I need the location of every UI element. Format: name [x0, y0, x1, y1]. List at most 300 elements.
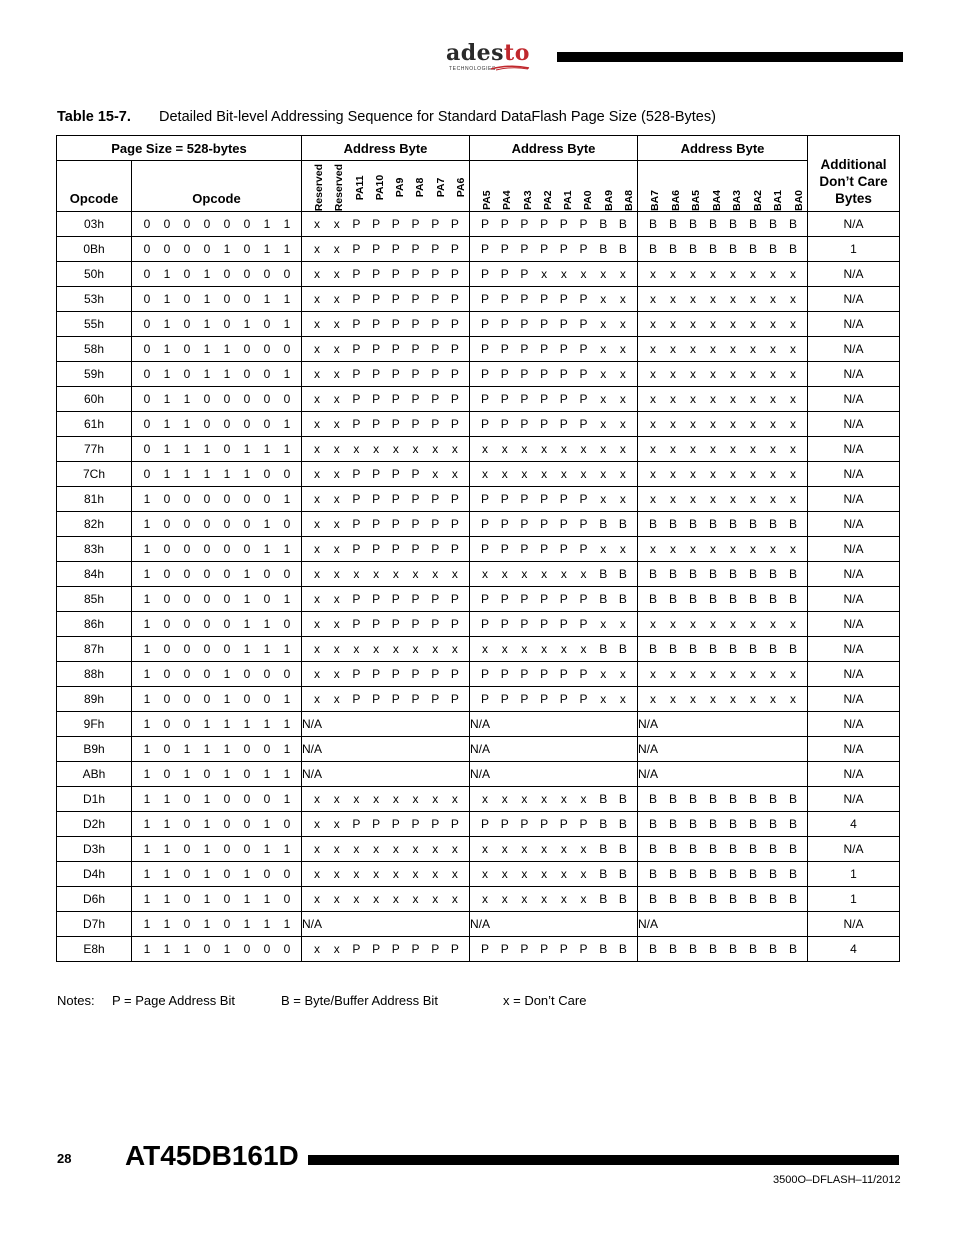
address-byte-2-cell	[470, 687, 638, 712]
bit-value: x	[670, 417, 676, 432]
bit-value: 0	[163, 667, 171, 682]
bit-value: 0	[163, 242, 171, 257]
bit-value: P	[480, 692, 489, 707]
bit-value: x	[600, 467, 607, 482]
bit-value: 1	[143, 642, 151, 657]
bit-value: x	[710, 442, 716, 457]
bit-value: 0	[143, 242, 151, 257]
bit-value: 0	[203, 767, 211, 782]
bit-value: x	[670, 292, 676, 307]
additional-bytes-cell: N/A	[808, 412, 900, 437]
bit-value: 0	[283, 617, 291, 632]
bit-value: P	[372, 267, 381, 282]
document-number: 3500O–DFLASH–11/2012	[773, 1174, 901, 1186]
bit-value: x	[314, 817, 320, 832]
bit-value: 1	[163, 317, 171, 332]
bit-value: x	[353, 642, 360, 657]
bit-value: 0	[183, 542, 191, 557]
bit-value: B	[688, 642, 697, 657]
bit-value: x	[333, 817, 340, 832]
bit-value: 1	[283, 417, 291, 432]
bit-column-label: PA0	[582, 190, 595, 211]
bit-value: P	[372, 542, 381, 557]
bit-value: 1	[163, 442, 171, 457]
bit-value: x	[521, 442, 528, 457]
bit-value: P	[391, 492, 400, 507]
bit-value: P	[411, 292, 420, 307]
bit-value: P	[352, 392, 361, 407]
bit-value: 0	[203, 517, 211, 532]
bit-value: P	[450, 417, 459, 432]
bit-value: P	[500, 292, 509, 307]
bit-value: x	[650, 667, 656, 682]
bit-value: P	[450, 267, 459, 282]
additional-bytes-cell: N/A	[808, 562, 900, 587]
bit-value: 0	[263, 742, 271, 757]
bit-value: 0	[203, 667, 211, 682]
bit-value: 1	[263, 242, 271, 257]
bit-value: x	[541, 467, 548, 482]
bit-value: P	[540, 942, 549, 957]
bit-value: x	[690, 692, 696, 707]
bit-column-label: Reserved	[313, 164, 325, 212]
bit-value: B	[768, 842, 777, 857]
bit-value: x	[541, 867, 548, 882]
opcode-bits-cell	[132, 312, 302, 337]
address-byte-3-cell	[638, 937, 808, 962]
bit-value: 1	[143, 792, 151, 807]
address-byte-1-cell	[302, 437, 470, 462]
bit-value: B	[788, 642, 797, 657]
bit-value: 0	[163, 717, 171, 732]
bit-value: 0	[203, 417, 211, 432]
bit-value: P	[352, 467, 361, 482]
bit-value: 1	[183, 742, 191, 757]
additional-bytes-cell: N/A	[808, 512, 900, 537]
bit-value: 0	[163, 617, 171, 632]
bit-value: P	[540, 817, 549, 832]
bit-value: P	[352, 517, 361, 532]
bit-value: P	[372, 517, 381, 532]
bit-value: 1	[203, 442, 211, 457]
bit-value: 0	[283, 867, 291, 882]
additional-bytes-cell: N/A	[808, 262, 900, 287]
bit-column-label: BA8	[622, 190, 635, 212]
bit-value: P	[411, 317, 420, 332]
additional-bytes-cell: N/A	[808, 362, 900, 387]
bit-value: P	[411, 817, 420, 832]
address-byte-3-cell	[638, 612, 808, 637]
bit-value: 0	[283, 567, 291, 582]
bit-column-label: PA5	[481, 190, 493, 211]
bit-value: P	[520, 367, 529, 382]
bit-value: B	[648, 642, 657, 657]
bit-column-label: PA10	[373, 174, 386, 201]
bit-value: B	[618, 517, 627, 532]
bit-value: 1	[263, 917, 271, 932]
bit-value: P	[431, 817, 440, 832]
bit-value: B	[618, 792, 627, 807]
bit-value: B	[668, 817, 677, 832]
bit-value: 1	[163, 467, 171, 482]
bit-value: x	[619, 267, 626, 282]
bit-value: x	[392, 892, 399, 907]
address-byte-3-cell	[638, 387, 808, 412]
address-byte-3-cell	[638, 287, 808, 312]
additional-bytes-cell: N/A	[808, 337, 900, 362]
bit-value: 1	[143, 817, 151, 832]
bit-value: x	[451, 442, 458, 457]
bit-value: 1	[163, 817, 171, 832]
bit-value: x	[600, 542, 607, 557]
bit-value: P	[579, 617, 588, 632]
opcode-cell: 9Fh	[57, 712, 132, 737]
bit-value: x	[412, 867, 419, 882]
bit-value: x	[314, 642, 320, 657]
bit-value: x	[670, 442, 676, 457]
bit-value: 0	[243, 942, 251, 957]
address-byte-3-cell	[638, 812, 808, 837]
bit-value: 0	[143, 417, 151, 432]
bit-value: 0	[143, 442, 151, 457]
bit-value: P	[391, 942, 400, 957]
bit-value: P	[431, 617, 440, 632]
bit-value: 0	[223, 442, 231, 457]
opcode-cell: D1h	[57, 787, 132, 812]
bit-value: P	[559, 492, 568, 507]
bit-value: P	[579, 492, 588, 507]
opcode-bits-cell	[132, 262, 302, 287]
bit-value: P	[391, 242, 400, 257]
bit-value: 1	[263, 217, 271, 232]
address-byte-1-cell	[302, 812, 470, 837]
bit-value: x	[314, 892, 320, 907]
logo-swoosh-icon	[490, 65, 530, 71]
bit-value: B	[668, 842, 677, 857]
additional-bytes-cell: 4	[808, 812, 900, 837]
bit-value: P	[372, 292, 381, 307]
bit-value: P	[579, 217, 588, 232]
bit-value: B	[668, 792, 677, 807]
bit-value: 0	[263, 392, 271, 407]
bit-value: x	[333, 517, 340, 532]
bit-value: x	[541, 442, 548, 457]
bit-value: x	[750, 442, 756, 457]
bit-value: 1	[263, 542, 271, 557]
bit-value: x	[690, 342, 696, 357]
bit-value: 0	[183, 517, 191, 532]
bit-value: x	[392, 567, 399, 582]
bit-value: x	[770, 342, 776, 357]
bit-value: B	[648, 792, 657, 807]
bit-value: 0	[283, 467, 291, 482]
bit-value: P	[559, 392, 568, 407]
bit-value: x	[482, 842, 488, 857]
opcode-bits-cell	[132, 487, 302, 512]
bit-value: P	[480, 292, 489, 307]
bit-value: 1	[163, 892, 171, 907]
table-row	[57, 462, 900, 487]
bit-column-label: PA1	[562, 190, 575, 211]
bit-value: 0	[263, 942, 271, 957]
bit-value: x	[482, 642, 488, 657]
bit-value: P	[520, 242, 529, 257]
bit-value: 0	[243, 217, 251, 232]
bit-value: P	[500, 542, 509, 557]
address-byte-2-cell	[470, 837, 638, 862]
bit-value: x	[333, 942, 340, 957]
bit-value: P	[559, 667, 568, 682]
bit-value: 1	[183, 467, 191, 482]
bit-value: 1	[283, 792, 291, 807]
address-byte-3-cell	[638, 237, 808, 262]
bit-value: P	[579, 367, 588, 382]
bit-value: B	[748, 642, 757, 657]
bit-value: B	[618, 892, 627, 907]
opcode-bits-cell	[132, 362, 302, 387]
bit-value: 0	[183, 567, 191, 582]
bit-value: 0	[183, 242, 191, 257]
additional-bytes-cell: 1	[808, 887, 900, 912]
bit-value: x	[770, 442, 776, 457]
bit-value: 0	[223, 792, 231, 807]
address-byte-1-cell	[302, 512, 470, 537]
bit-value: x	[373, 567, 380, 582]
bit-value: P	[520, 592, 529, 607]
bit-value: B	[748, 242, 757, 257]
bit-value: x	[710, 392, 716, 407]
address-byte-1-cell	[302, 537, 470, 562]
bit-value: x	[750, 392, 756, 407]
bit-value: 1	[203, 367, 211, 382]
opcode-bits-cell	[132, 287, 302, 312]
bit-value: P	[352, 292, 361, 307]
bit-value: 0	[203, 492, 211, 507]
bit-value: 1	[243, 892, 251, 907]
bit-value: x	[619, 542, 626, 557]
bit-value: P	[500, 817, 509, 832]
bit-value: 0	[263, 592, 271, 607]
bit-value: x	[314, 342, 320, 357]
bit-value: x	[730, 417, 736, 432]
bit-value: x	[750, 692, 756, 707]
opcode-bits-cell	[132, 562, 302, 587]
bit-value: x	[619, 367, 626, 382]
bit-value: P	[372, 492, 381, 507]
bit-value: P	[450, 242, 459, 257]
bit-value: P	[352, 342, 361, 357]
table-row	[57, 612, 900, 637]
bit-value: x	[770, 392, 776, 407]
opcode-cell: 53h	[57, 287, 132, 312]
address-byte-2-cell	[470, 787, 638, 812]
bit-value: 0	[143, 367, 151, 382]
bit-value: 1	[283, 492, 291, 507]
bit-value: x	[690, 292, 696, 307]
bit-value: 0	[163, 217, 171, 232]
bit-value: 1	[143, 617, 151, 632]
bit-column-label: BA9	[602, 190, 615, 212]
header-bar	[557, 52, 903, 62]
bit-value: x	[710, 492, 716, 507]
bit-value: 1	[223, 242, 231, 257]
bit-value: B	[708, 592, 717, 607]
bit-value: P	[391, 367, 400, 382]
bit-value: B	[668, 867, 677, 882]
bit-value: P	[372, 242, 381, 257]
opcode-bits-cell	[132, 512, 302, 537]
bit-value: x	[333, 492, 340, 507]
bit-value: B	[768, 242, 777, 257]
bit-value: P	[520, 667, 529, 682]
bit-value: x	[314, 217, 320, 232]
bit-value: x	[690, 267, 696, 282]
bit-value: 1	[283, 717, 291, 732]
bit-value: x	[600, 417, 607, 432]
address-byte-2-cell	[470, 362, 638, 387]
bit-value: x	[353, 567, 360, 582]
table-row	[57, 787, 900, 812]
bit-value: P	[411, 342, 420, 357]
opcode-bits-header: Opcode	[132, 161, 302, 212]
bit-value: 1	[243, 467, 251, 482]
table-row	[57, 887, 900, 912]
bit-value: 0	[183, 917, 191, 932]
bit-value: P	[450, 692, 459, 707]
bit-value: P	[431, 692, 440, 707]
bit-value: 1	[283, 917, 291, 932]
bit-value: x	[690, 367, 696, 382]
bit-value: 0	[183, 342, 191, 357]
bit-value: 1	[283, 292, 291, 307]
bit-value: 0	[183, 267, 191, 282]
bit-value: 0	[163, 592, 171, 607]
bit-value: 0	[183, 217, 191, 232]
address-byte-2-cell	[470, 462, 638, 487]
table-row	[57, 262, 900, 287]
bit-value: x	[333, 242, 340, 257]
bit-value: 0	[243, 817, 251, 832]
bit-value: B	[618, 942, 627, 957]
bit-value: B	[748, 592, 757, 607]
bit-value: P	[372, 367, 381, 382]
bit-value: B	[768, 792, 777, 807]
bit-value: P	[352, 317, 361, 332]
bit-value: 0	[183, 292, 191, 307]
table-row	[57, 337, 900, 362]
additional-bytes-cell: N/A	[808, 437, 900, 462]
bit-value: P	[391, 517, 400, 532]
bit-value: 0	[223, 267, 231, 282]
bit-value: x	[710, 367, 716, 382]
bit-value: B	[668, 892, 677, 907]
address-byte-3-cell	[638, 837, 808, 862]
bit-value: 0	[283, 817, 291, 832]
table-row	[57, 937, 900, 962]
bit-value: 1	[203, 267, 211, 282]
bit-value: 0	[223, 817, 231, 832]
bit-value: P	[411, 217, 420, 232]
additional-bytes-cell: 4	[808, 937, 900, 962]
bit-value: x	[650, 492, 656, 507]
bit-value: P	[480, 617, 489, 632]
bit-value: x	[432, 442, 439, 457]
bit-value: P	[480, 667, 489, 682]
bit-value: 0	[243, 842, 251, 857]
address-byte-1-cell	[302, 887, 470, 912]
bit-value: P	[540, 367, 549, 382]
opcode-bits-cell	[132, 837, 302, 862]
opcode-bits-cell	[132, 687, 302, 712]
opcode-cell: 86h	[57, 612, 132, 637]
bit-value: B	[599, 867, 608, 882]
bit-value: 0	[203, 942, 211, 957]
opcode-cell: 88h	[57, 662, 132, 687]
bit-value: x	[750, 267, 756, 282]
bit-value: P	[559, 617, 568, 632]
bit-value: x	[580, 567, 587, 582]
table-row	[57, 687, 900, 712]
bit-value: 0	[223, 842, 231, 857]
table-row	[57, 512, 900, 537]
opcode-cell: D6h	[57, 887, 132, 912]
bit-value: 1	[143, 567, 151, 582]
bit-value: x	[770, 542, 776, 557]
bit-value: x	[670, 692, 676, 707]
opcode-cell: D7h	[57, 912, 132, 937]
bit-value: x	[790, 342, 796, 357]
bit-value: x	[521, 642, 528, 657]
bit-value: P	[520, 542, 529, 557]
address-byte-1-cell: N/A	[302, 712, 470, 737]
opcode-cell: 7Ch	[57, 462, 132, 487]
bit-value: 1	[163, 392, 171, 407]
opcode-cell: 50h	[57, 262, 132, 287]
bit-value: 1	[283, 692, 291, 707]
bit-value: 1	[223, 942, 231, 957]
address-byte-1-cell	[302, 312, 470, 337]
address-byte-1-cell	[302, 662, 470, 687]
bit-value: x	[750, 617, 756, 632]
bit-value: P	[559, 242, 568, 257]
address-byte-1-cell	[302, 262, 470, 287]
bit-value: 0	[163, 692, 171, 707]
bit-value: 0	[143, 392, 151, 407]
bit-value: B	[688, 842, 697, 857]
opcode-cell: 59h	[57, 362, 132, 387]
bit-value: 1	[223, 767, 231, 782]
bit-value: x	[314, 617, 320, 632]
bit-value: P	[520, 942, 529, 957]
bit-value: P	[559, 817, 568, 832]
bit-value: B	[648, 867, 657, 882]
bit-value: B	[768, 642, 777, 657]
bit-value: x	[353, 892, 360, 907]
address-byte-1-cell	[302, 337, 470, 362]
bit-value: P	[520, 417, 529, 432]
bit-value: x	[333, 567, 340, 582]
bit-value: B	[788, 242, 797, 257]
bit-value: 1	[203, 792, 211, 807]
address-byte-2-cell	[470, 437, 638, 462]
bit-value: x	[710, 617, 716, 632]
bit-value: P	[411, 667, 420, 682]
bit-value: x	[650, 367, 656, 382]
bit-value: x	[690, 417, 696, 432]
opcode-bits-cell	[132, 462, 302, 487]
bit-value: 0	[143, 342, 151, 357]
bit-value: P	[411, 542, 420, 557]
